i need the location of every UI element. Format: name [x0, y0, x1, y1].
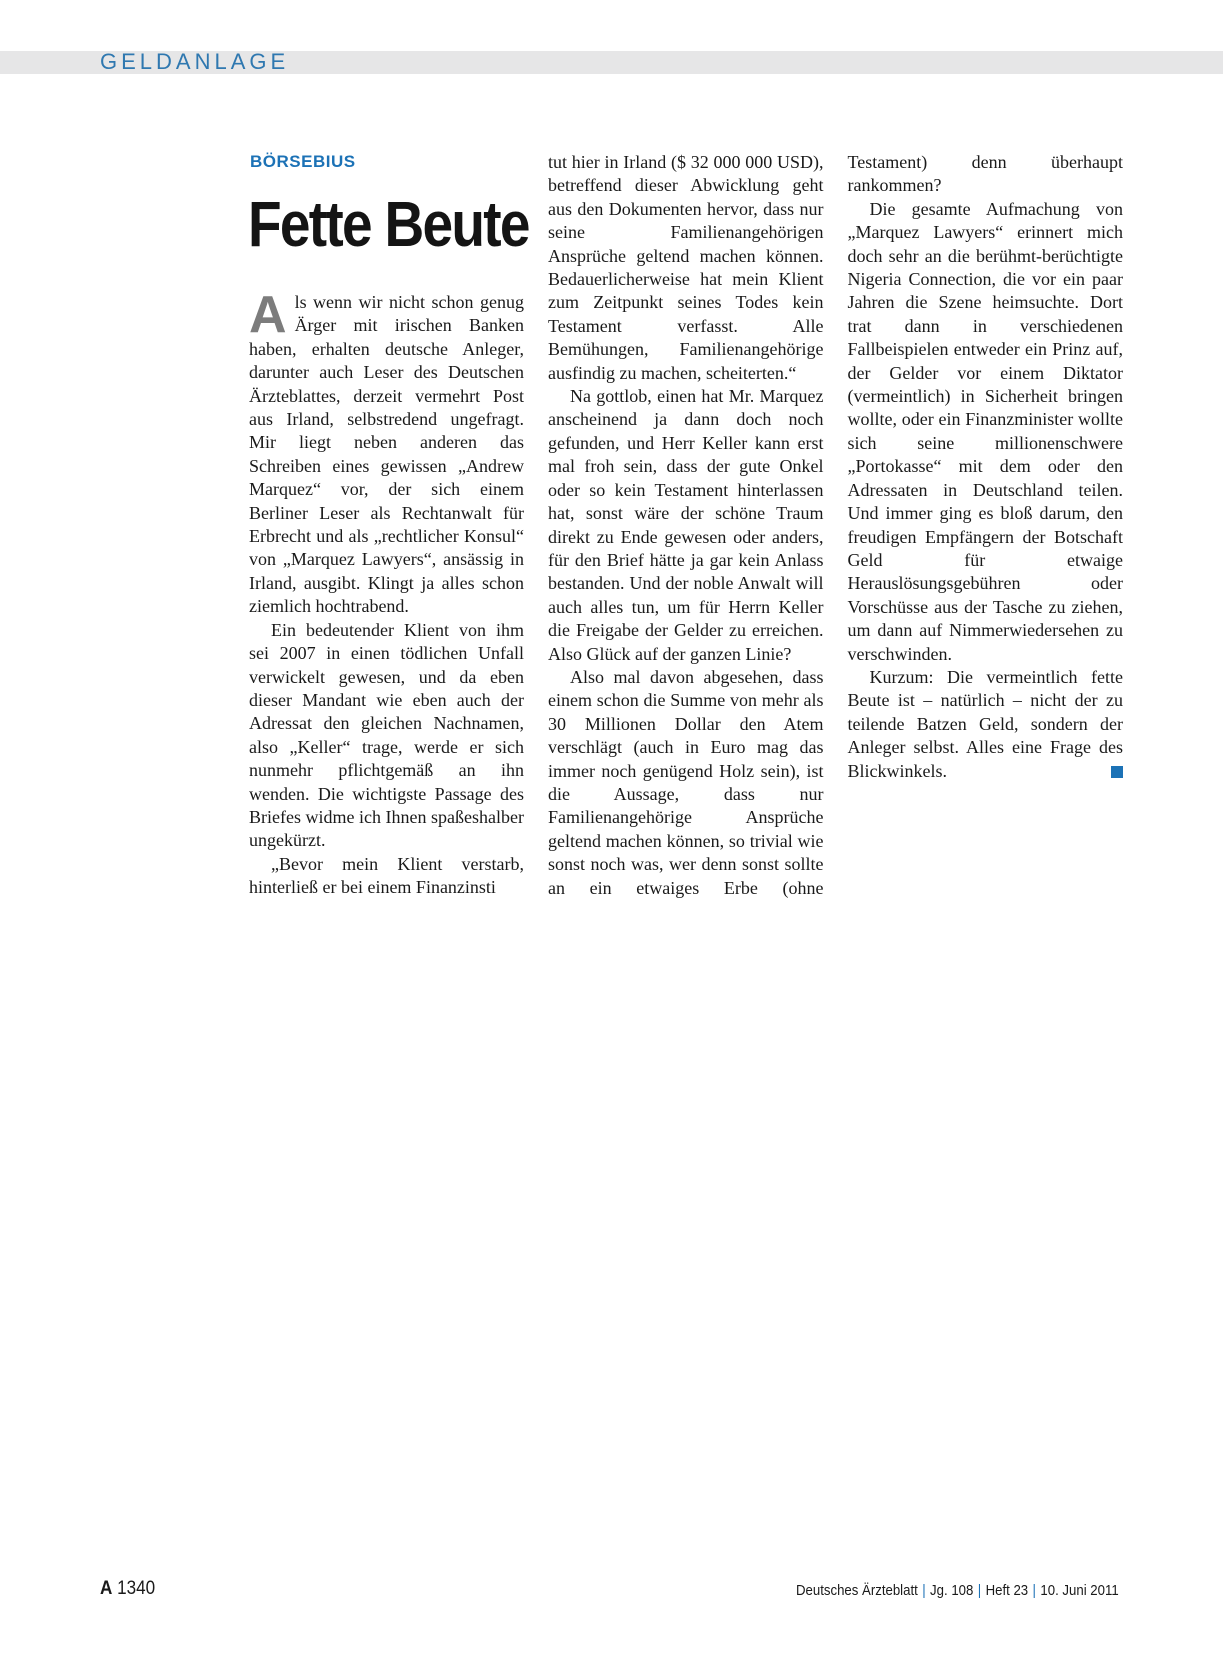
end-of-article-mark — [1111, 766, 1123, 778]
journal-citation: Deutsches Ärzteblatt | Jg. 108 | Heft 23 | 10. Juni 2011 — [796, 1582, 1119, 1599]
paragraph-2: Ein bedeutender Klient von ihm sei 2007 in einen tödlichen Unfall verwickelt gewesen, und da eben dieser Mandant wie eben auch der Adressat den gleichen Nachnamen, also „Keller“ trage, werde er sich nunmehr pflichtgemäß an ihn wenden. Die wichtigste Passage des Briefes widme ich Ihnen spaßeshalber ungekürzt. — [249, 619, 524, 851]
article-body — [249, 151, 1123, 911]
date: 10. Juni 2011 — [1040, 1582, 1119, 1599]
paragraph-3: „Bevor mein Klient verstarb, hinterließ er bei einem Finanzinsti — [249, 853, 524, 898]
paragraph-4: Na gottlob, einen hat Mr. Marquez anscheinend ja dann doch noch gefunden, und Herr Keller kann erst mal froh sein, dass der gute Onkel oder so kein Testament hinterlassen hat, sonst wäre der schöne Traum direkt zu Ende gewesen oder anders, für den Brief hätte ja gar kein Anlass bestanden. Und der noble Anwalt will auch alles tun, um für Herrn Keller die Freigabe der Gelder zu erreichen. Also Glück auf der ganzen Linie? — [548, 386, 824, 664]
paragraph-6: Die gesamte Aufmachung von „Marquez Lawyers“ erinnert mich doch sehr an die berühmt-berüchtigte Nigeria Connection, die vor ein paar Jahren die Szene heimsuchte. Dort trat dann in verschiedenen Fallbeispielen entweder ein Prinz auf, der Gelder vor einem Diktator (vermeintlich) in Sicherheit bringen wollte, oder ein Finanzminister wollte sich seine millionenschwere „Portokasse“ mit dem oder den Adressaten in Deutschland teilen. Und immer ging es bloß darum, den freudigen Empfängern der Botschaft Geld für etwaige Herauslösungsgebühren oder Vorschüsse aus der Tasche zu ziehen, um dann auf Nimmerwiedersehen zu verschwinden. — [847, 198, 1123, 664]
issue: Heft 23 — [985, 1582, 1029, 1599]
paragraph-3-continued: tut hier in Irland ($ 32 000 000 USD), betreffend dieser Abwicklung geht aus den Dokumenten hervor, dass nur seine Familienangehörigen Ansprüche geltend machen können. Bedauerlicherweise hat mein Klient zum Zeitpunkt seines Todes kein Testament verfasst. Alle Bemühungen, Familienangehörige ausfindig zu machen, scheiterten.“ — [548, 152, 824, 383]
section-label: GELDANLAGE — [100, 49, 290, 74]
article-column-1 — [249, 286, 524, 900]
column-kicker: BÖRSEBIUS — [250, 152, 356, 171]
journal-name: Deutsches Ärzteblatt — [796, 1582, 919, 1599]
article-columns-2-3 — [548, 151, 1123, 901]
paragraph-1: Als wenn wir nicht schon genug Ärger mit irischen Banken haben, erhalten deutsche Anleger, darunter auch Leser des Deutschen Ärzteblattes, derzeit vermehrt Post aus Irland, selbstredend ungefragt. Mir liegt neben anderen das Schreiben eines gewissen „Andrew Marquez“ vor, der sich einem Berliner Leser als Rechtanwalt für Erbrecht und als „rechtlicher Konsul“ von „Marquez Lawyers“, ansässig in Irland, ausgibt. Klingt ja alles schon ziemlich hochtrabend. — [249, 286, 524, 617]
paragraph-5: Also mal davon abgesehen, dass einem schon die Summe von mehr als 30 Millionen Dollar den Atem verschlägt (auch in Euro mag das immer noch genügend Holz sein), ist die Aussage, dass nur Familienangehörige Ansprüche geltend machen können, so trivial wie sonst noch was, wer denn sonst sollte an ein etwaiges Erbe (ohne Testament) denn überhaupt rankommen? — [548, 152, 1123, 898]
page-number: A 1340 — [100, 1578, 156, 1599]
volume: Jg. 108 — [930, 1582, 974, 1599]
paragraph-7: Kurzum: Die vermeintlich fette Beute ist – natürlich – nicht der zu teilende Batzen Geld, sondern der Anleger selbst. Alles eine Frage des Blickwinkels. — [847, 666, 1123, 781]
article-title: Fette Beute — [248, 188, 529, 260]
drop-cap: A — [249, 286, 287, 344]
